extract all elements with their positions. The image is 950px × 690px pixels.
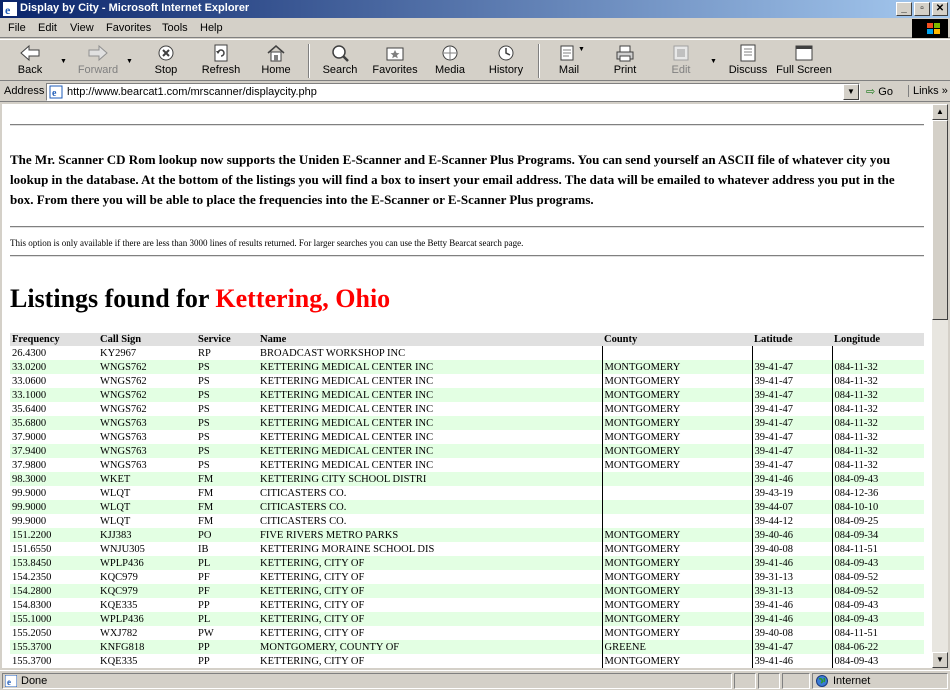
back-button[interactable]: Back bbox=[2, 44, 58, 80]
call-sign-cell: WNGS763 bbox=[98, 444, 196, 458]
address-input[interactable] bbox=[46, 83, 860, 101]
svg-text:e: e bbox=[52, 88, 57, 99]
frequency-cell: 154.2800 bbox=[10, 584, 98, 598]
status-text: Done bbox=[21, 675, 48, 687]
column-header: Name bbox=[258, 333, 602, 346]
service-cell: FM bbox=[196, 500, 258, 514]
address-dropdown-button[interactable]: ▼ bbox=[843, 84, 859, 100]
county-cell bbox=[602, 472, 752, 486]
longitude-cell: 084-11-32 bbox=[832, 388, 924, 402]
menu-bar bbox=[0, 18, 950, 38]
call-sign-cell: WLQT bbox=[100, 487, 131, 499]
service-cell: PF bbox=[198, 571, 210, 583]
service-cell: PO bbox=[196, 528, 258, 542]
county-cell: MONTGOMERY bbox=[602, 402, 752, 416]
history-icon bbox=[495, 44, 517, 62]
name-cell: KETTERING, CITY OF bbox=[258, 584, 602, 598]
county-cell: MONTGOMERY bbox=[602, 542, 752, 556]
latitude-cell: 39-43-19 bbox=[752, 486, 832, 500]
status-main-pane bbox=[2, 673, 732, 689]
listings-table bbox=[10, 333, 924, 668]
service-cell: PF bbox=[196, 584, 258, 598]
service-cell: PL bbox=[196, 612, 258, 626]
longitude-cell: 084-10-10 bbox=[832, 500, 924, 514]
name-cell: CITICASTERS CO. bbox=[260, 515, 347, 527]
fullscreen-button[interactable]: Full Screen bbox=[776, 44, 832, 80]
county-cell: MONTGOMERY bbox=[602, 374, 752, 388]
longitude-cell: 084-11-32 bbox=[832, 444, 924, 458]
service-cell: FM bbox=[196, 472, 258, 486]
frequency-cell: 37.9800 bbox=[12, 459, 47, 471]
name-cell: KETTERING MEDICAL CENTER INC bbox=[258, 444, 602, 458]
history-button[interactable]: History bbox=[478, 44, 534, 80]
latitude-cell: 39-41-46 bbox=[752, 598, 832, 612]
name-cell: MONTGOMERY, COUNTY OF bbox=[258, 640, 602, 654]
name-cell: KETTERING, CITY OF bbox=[260, 627, 365, 639]
favorites-folder-icon bbox=[384, 44, 406, 62]
page-icon bbox=[49, 85, 63, 99]
service-cell: IB bbox=[198, 543, 209, 555]
table-row bbox=[10, 640, 924, 654]
call-sign-cell: WPLP436 bbox=[98, 612, 196, 626]
edit-page-icon bbox=[670, 44, 692, 62]
service-cell: PP bbox=[196, 640, 258, 654]
frequency-cell: 37.9000 bbox=[12, 431, 47, 443]
frequency-cell: 99.9000 bbox=[10, 500, 98, 514]
back-dropdown-icon[interactable]: ▼ bbox=[60, 58, 67, 65]
frequency-cell: 154.8300 bbox=[12, 599, 52, 611]
page-heading bbox=[10, 284, 390, 314]
scroll-down-button[interactable]: ▼ bbox=[932, 652, 948, 668]
edit-dropdown-icon[interactable]: ▼ bbox=[710, 58, 717, 65]
table-row bbox=[10, 584, 924, 598]
status-pane bbox=[734, 673, 756, 689]
heading-place: Kettering, Ohio bbox=[215, 284, 391, 313]
longitude-cell: 084-11-32 bbox=[832, 430, 924, 444]
table-row bbox=[10, 402, 924, 416]
zone-text: Internet bbox=[833, 675, 871, 687]
table-row bbox=[10, 500, 924, 514]
table-row bbox=[10, 528, 924, 542]
discuss-icon bbox=[737, 44, 759, 62]
service-cell: PS bbox=[198, 459, 210, 471]
call-sign-cell: WPLP436 bbox=[98, 556, 196, 570]
table-row bbox=[10, 472, 924, 486]
scroll-thumb[interactable] bbox=[932, 120, 948, 320]
table-row bbox=[10, 346, 924, 360]
divider bbox=[10, 226, 924, 228]
county-cell bbox=[602, 346, 752, 360]
maximize-button[interactable]: ▫ bbox=[914, 2, 930, 16]
frequency-cell: 99.9000 bbox=[12, 515, 47, 527]
name-cell: CITICASTERS CO. bbox=[258, 500, 602, 514]
call-sign-cell: WXJ782 bbox=[100, 627, 138, 639]
longitude-cell: 084-09-34 bbox=[832, 528, 924, 542]
name-cell: KETTERING MEDICAL CENTER INC bbox=[260, 431, 434, 443]
name-cell: KETTERING, CITY OF bbox=[258, 556, 602, 570]
media-icon bbox=[439, 44, 461, 62]
column-header: Service bbox=[196, 333, 258, 346]
table-row bbox=[10, 542, 924, 556]
latitude-cell: 39-41-47 bbox=[752, 416, 832, 430]
address-bar bbox=[0, 82, 950, 102]
divider bbox=[10, 255, 924, 257]
service-cell: RP bbox=[198, 347, 211, 359]
county-cell: MONTGOMERY bbox=[602, 654, 752, 668]
frequency-cell: 26.4300 bbox=[12, 347, 47, 359]
frequency-cell: 155.3700 bbox=[12, 655, 52, 667]
mail-button[interactable]: Mail bbox=[541, 44, 597, 80]
frequency-cell: 37.9400 bbox=[10, 444, 98, 458]
longitude-cell: 084-11-32 bbox=[832, 360, 924, 374]
longitude-cell: 084-09-43 bbox=[832, 612, 924, 626]
name-cell: KETTERING MORAINE SCHOOL DIS bbox=[260, 543, 435, 555]
frequency-cell: 99.9000 bbox=[12, 487, 47, 499]
table-row bbox=[10, 360, 924, 374]
call-sign-cell: WLQT bbox=[98, 500, 196, 514]
longitude-cell: 084-11-32 bbox=[832, 458, 924, 472]
address-url: http://www.bearcat1.com/mrscanner/displaycity.php bbox=[67, 86, 317, 98]
table-row bbox=[10, 374, 924, 388]
call-sign-cell: KQE335 bbox=[100, 655, 138, 667]
mail-icon bbox=[558, 44, 580, 62]
service-cell: FM bbox=[198, 487, 214, 499]
go-button[interactable]: ⇨ Go bbox=[866, 86, 893, 98]
latitude-cell: 39-31-13 bbox=[752, 570, 832, 584]
latitude-cell: 39-41-47 bbox=[752, 388, 832, 402]
page-content bbox=[2, 104, 932, 668]
service-cell: PS bbox=[196, 416, 258, 430]
latitude-cell bbox=[752, 346, 832, 360]
call-sign-cell: KJJ383 bbox=[98, 528, 196, 542]
column-header: Latitude bbox=[752, 333, 832, 346]
search-button[interactable]: Search bbox=[312, 44, 368, 80]
toolbar-separator bbox=[308, 44, 310, 78]
windows-logo-icon bbox=[912, 19, 948, 38]
name-cell: KETTERING, CITY OF bbox=[260, 571, 365, 583]
frequency-cell: 33.0200 bbox=[10, 360, 98, 374]
call-sign-cell: KNFG818 bbox=[98, 640, 196, 654]
menu-tools[interactable]: Tools bbox=[162, 22, 188, 34]
longitude-cell: 084-06-22 bbox=[832, 640, 924, 654]
latitude-cell: 39-31-13 bbox=[752, 584, 832, 598]
status-pane bbox=[782, 673, 810, 689]
county-cell: MONTGOMERY bbox=[602, 528, 752, 542]
frequency-cell: 153.8450 bbox=[10, 556, 98, 570]
county-cell bbox=[602, 514, 752, 528]
page-done-icon bbox=[5, 675, 17, 687]
longitude-cell: 084-09-43 bbox=[832, 556, 924, 570]
call-sign-cell: WNGS763 bbox=[100, 431, 147, 443]
county-cell: MONTGOMERY bbox=[602, 430, 752, 444]
longitude-cell: 084-09-43 bbox=[832, 598, 924, 612]
edit-button[interactable]: Edit bbox=[653, 44, 709, 80]
call-sign-cell: KQC979 bbox=[98, 584, 196, 598]
window-title: Display by City - Microsoft Internet Explorer bbox=[20, 2, 250, 14]
name-cell: KETTERING CITY SCHOOL DISTRI bbox=[258, 472, 602, 486]
longitude-cell bbox=[832, 346, 924, 360]
name-cell: KETTERING, CITY OF bbox=[260, 655, 365, 667]
latitude-cell: 39-41-47 bbox=[752, 360, 832, 374]
column-header: Call Sign bbox=[98, 333, 196, 346]
search-icon bbox=[329, 44, 351, 62]
listings-body bbox=[10, 346, 924, 668]
name-cell: KETTERING MEDICAL CENTER INC bbox=[258, 416, 602, 430]
frequency-cell: 151.2200 bbox=[10, 528, 98, 542]
status-pane bbox=[758, 673, 780, 689]
table-row bbox=[10, 626, 924, 640]
vertical-scrollbar[interactable] bbox=[932, 104, 948, 668]
county-cell: MONTGOMERY bbox=[602, 416, 752, 430]
longitude-cell: 084-09-43 bbox=[832, 654, 924, 668]
column-header: County bbox=[602, 333, 752, 346]
latitude-cell: 39-41-47 bbox=[752, 402, 832, 416]
globe-icon bbox=[816, 675, 828, 687]
name-cell: FIVE RIVERS METRO PARKS bbox=[258, 528, 602, 542]
menu-edit[interactable]: Edit bbox=[38, 22, 57, 34]
latitude-cell: 39-41-47 bbox=[752, 458, 832, 472]
media-button[interactable]: Media bbox=[422, 44, 478, 80]
svg-text:e: e bbox=[5, 3, 11, 16]
table-row bbox=[10, 612, 924, 626]
county-cell: MONTGOMERY bbox=[602, 598, 752, 612]
county-cell: MONTGOMERY bbox=[602, 458, 752, 472]
column-header: Frequency bbox=[10, 333, 98, 346]
latitude-cell: 39-41-46 bbox=[752, 612, 832, 626]
frequency-cell: 33.1000 bbox=[10, 388, 98, 402]
intro-paragraph: The Mr. Scanner CD Rom lookup now supports the Uniden E-Scanner and E-Scanner Plus Programs. You can send yourself an ASCII file of whatever city you lookup in the database. At the bottom of the listings you will find a box to insert your email address. The data will be emailed to whatever address you put in the box. From there you will be able to place the frequencies into the E-Scanner or E-Scanner Plus programs. bbox=[10, 152, 895, 207]
call-sign-cell: WNGS762 bbox=[100, 403, 147, 415]
discuss-button[interactable]: Discuss bbox=[720, 44, 776, 80]
name-cell: KETTERING MEDICAL CENTER INC bbox=[258, 360, 602, 374]
service-cell: PS bbox=[196, 360, 258, 374]
county-cell: MONTGOMERY bbox=[602, 444, 752, 458]
name-cell: CITICASTERS CO. bbox=[260, 487, 347, 499]
longitude-cell: 084-09-43 bbox=[832, 472, 924, 486]
name-cell: KETTERING, CITY OF bbox=[258, 612, 602, 626]
status-bar bbox=[0, 670, 950, 690]
longitude-cell: 084-11-32 bbox=[832, 374, 924, 388]
latitude-cell: 39-41-47 bbox=[752, 640, 832, 654]
frequency-cell: 155.3700 bbox=[10, 640, 98, 654]
table-row bbox=[10, 458, 924, 472]
county-cell: GREENE bbox=[602, 640, 752, 654]
service-cell: PS bbox=[198, 403, 210, 415]
frequency-cell: 154.2350 bbox=[12, 571, 52, 583]
call-sign-cell: WNGS763 bbox=[98, 416, 196, 430]
name-cell: KETTERING MEDICAL CENTER INC bbox=[260, 459, 434, 471]
internet-explorer-icon bbox=[3, 2, 17, 16]
home-button[interactable]: Home bbox=[248, 44, 304, 80]
longitude-cell: 084-11-32 bbox=[832, 402, 924, 416]
scroll-up-button[interactable]: ▲ bbox=[932, 104, 948, 120]
service-cell: PS bbox=[198, 375, 210, 387]
service-cell: PP bbox=[198, 599, 210, 611]
name-cell: KETTERING, CITY OF bbox=[260, 599, 365, 611]
printer-icon bbox=[614, 44, 636, 62]
table-row bbox=[10, 514, 924, 528]
call-sign-cell: WKET bbox=[98, 472, 196, 486]
latitude-cell: 39-41-46 bbox=[752, 654, 832, 668]
name-cell: KETTERING MEDICAL CENTER INC bbox=[258, 388, 602, 402]
stop-icon bbox=[155, 44, 177, 62]
call-sign-cell: KQE335 bbox=[100, 599, 138, 611]
service-cell: PP bbox=[198, 655, 210, 667]
home-icon bbox=[265, 44, 287, 62]
latitude-cell: 39-41-47 bbox=[752, 374, 832, 388]
fullscreen-icon bbox=[793, 44, 815, 62]
window-titlebar bbox=[0, 0, 950, 18]
county-cell: MONTGOMERY bbox=[602, 388, 752, 402]
frequency-cell: 151.6550 bbox=[12, 543, 52, 555]
table-row bbox=[10, 654, 924, 668]
latitude-cell: 39-41-47 bbox=[752, 444, 832, 458]
service-cell: PW bbox=[198, 627, 214, 639]
call-sign-cell: KQC979 bbox=[100, 571, 138, 583]
call-sign-cell: WLQT bbox=[100, 515, 131, 527]
menu-favorites[interactable]: Favorites bbox=[106, 22, 152, 34]
latitude-cell: 39-40-46 bbox=[752, 528, 832, 542]
table-row bbox=[10, 486, 924, 500]
mail-dropdown-icon[interactable]: ▼ bbox=[578, 46, 585, 53]
service-cell: PL bbox=[196, 556, 258, 570]
svg-text:e: e bbox=[7, 677, 11, 687]
heading-prefix: Listings found for bbox=[10, 284, 209, 313]
latitude-cell: 39-41-46 bbox=[752, 556, 832, 570]
latitude-cell: 39-44-12 bbox=[752, 514, 832, 528]
county-cell: MONTGOMERY bbox=[602, 570, 752, 584]
latitude-cell: 39-40-08 bbox=[752, 542, 832, 556]
latitude-cell: 39-40-08 bbox=[752, 626, 832, 640]
toolbar-separator bbox=[538, 44, 540, 78]
forward-dropdown-icon[interactable]: ▼ bbox=[126, 58, 133, 65]
table-row bbox=[10, 388, 924, 402]
latitude-cell: 39-44-07 bbox=[752, 500, 832, 514]
refresh-button[interactable]: Refresh bbox=[193, 44, 249, 80]
close-button[interactable]: ✕ bbox=[932, 2, 948, 16]
county-cell: MONTGOMERY bbox=[602, 556, 752, 570]
favorites-button[interactable]: Favorites bbox=[367, 44, 423, 80]
table-row bbox=[10, 598, 924, 612]
service-cell: PS bbox=[196, 388, 258, 402]
county-cell bbox=[602, 500, 752, 514]
name-cell: BROADCAST WORKSHOP INC bbox=[260, 347, 406, 359]
menu-help[interactable]: Help bbox=[200, 22, 223, 34]
table-header-row bbox=[10, 333, 924, 346]
longitude-cell: 084-11-51 bbox=[832, 542, 924, 556]
menu-view[interactable]: View bbox=[70, 22, 94, 34]
divider bbox=[10, 124, 924, 126]
links-button[interactable]: Links » bbox=[908, 85, 948, 97]
longitude-cell: 084-09-52 bbox=[832, 570, 924, 584]
longitude-cell: 084-12-36 bbox=[832, 486, 924, 500]
frequency-cell: 98.3000 bbox=[10, 472, 98, 486]
frequency-cell: 155.2050 bbox=[12, 627, 52, 639]
frequency-cell: 155.1000 bbox=[10, 612, 98, 626]
county-cell bbox=[602, 486, 752, 500]
service-cell: PS bbox=[196, 444, 258, 458]
menu-file[interactable]: File bbox=[8, 22, 26, 34]
call-sign-cell: WNGS762 bbox=[98, 360, 196, 374]
refresh-icon bbox=[210, 44, 232, 62]
size-limit-note: This option is only available if there are less than 3000 lines of results returned. For larger searches you can use the Betty Bearcat search page. bbox=[10, 238, 524, 248]
stop-button[interactable]: Stop bbox=[138, 44, 194, 80]
call-sign-cell: WNJU305 bbox=[100, 543, 145, 555]
longitude-cell: 084-11-32 bbox=[832, 416, 924, 430]
address-label: Address bbox=[4, 85, 45, 97]
county-cell: MONTGOMERY bbox=[602, 360, 752, 374]
service-cell: FM bbox=[198, 515, 214, 527]
table-row bbox=[10, 444, 924, 458]
call-sign-cell: WNGS762 bbox=[98, 388, 196, 402]
latitude-cell: 39-41-46 bbox=[752, 472, 832, 486]
latitude-cell: 39-41-47 bbox=[752, 430, 832, 444]
table-row bbox=[10, 416, 924, 430]
frequency-cell: 35.6800 bbox=[10, 416, 98, 430]
county-cell: MONTGOMERY bbox=[602, 626, 752, 640]
print-button[interactable]: Print bbox=[597, 44, 653, 80]
go-arrow-icon: ⇨ bbox=[866, 86, 876, 98]
standard-toolbar bbox=[0, 39, 950, 81]
frequency-cell: 35.6400 bbox=[12, 403, 47, 415]
name-cell: KETTERING MEDICAL CENTER INC bbox=[260, 403, 434, 415]
table-row bbox=[10, 570, 924, 584]
longitude-cell: 084-11-51 bbox=[832, 626, 924, 640]
forward-arrow-icon bbox=[87, 44, 109, 62]
frequency-cell: 33.0600 bbox=[12, 375, 47, 387]
security-zone bbox=[812, 673, 948, 689]
name-cell: KETTERING MEDICAL CENTER INC bbox=[260, 375, 434, 387]
longitude-cell: 084-09-52 bbox=[832, 584, 924, 598]
longitude-cell: 084-09-25 bbox=[832, 514, 924, 528]
service-cell: PS bbox=[198, 431, 210, 443]
call-sign-cell: KY2967 bbox=[100, 347, 137, 359]
call-sign-cell: WNGS763 bbox=[100, 459, 147, 471]
table-row bbox=[10, 430, 924, 444]
back-arrow-icon bbox=[19, 44, 41, 62]
county-cell: MONTGOMERY bbox=[602, 612, 752, 626]
forward-button[interactable]: Forward bbox=[70, 44, 126, 80]
county-cell: MONTGOMERY bbox=[602, 584, 752, 598]
call-sign-cell: WNGS762 bbox=[100, 375, 147, 387]
table-row bbox=[10, 556, 924, 570]
column-header: Longitude bbox=[832, 333, 924, 346]
minimize-button[interactable]: _ bbox=[896, 2, 912, 16]
